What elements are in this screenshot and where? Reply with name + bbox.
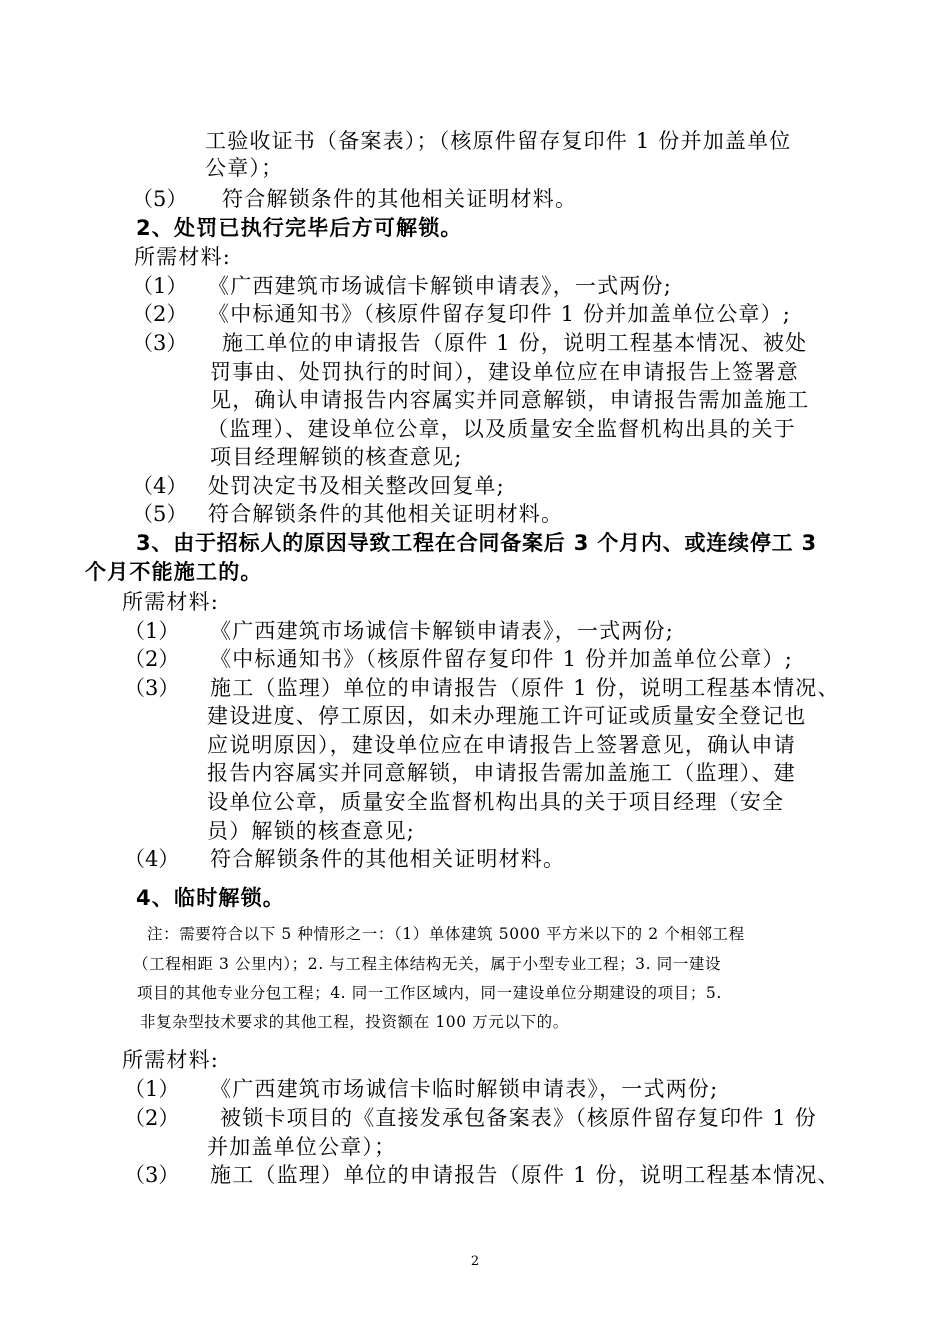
list-number: （1）	[124, 1077, 180, 1101]
section-heading: 4、临时解锁。	[136, 886, 286, 910]
note-text: 注：需要符合以下 5 种情形之一：（1）单体建筑 5000 平方米以下的 2 个相邻工程	[147, 925, 745, 943]
list-number: （1）	[132, 274, 188, 298]
note-text: 项目的其他专业分包工程；4. 同一工作区域内，同一建设单位分期建设的项目；5.	[137, 984, 722, 1002]
list-number: （5）	[132, 187, 188, 211]
list-item-text: 《中标通知书》（核原件留存复印件 1 份并加盖单位公章）;	[208, 302, 792, 326]
list-item-text: 处罚决定书及相关整改回复单;	[208, 474, 505, 498]
note-text: 非复杂型技术要求的其他工程，投资额在 100 万元以下的。	[140, 1013, 569, 1031]
materials-label: 所需材料:	[134, 245, 232, 269]
materials-label: 所需材料:	[122, 1048, 220, 1072]
list-number: （1）	[124, 619, 180, 643]
materials-label: 所需材料:	[122, 590, 220, 614]
section-heading: 3、由于招标人的原因导致工程在合同备案后 3 个月内、或连续停工 3	[136, 531, 817, 555]
list-number: （2）	[132, 302, 188, 326]
section-heading: 2、处罚已执行完毕后方可解锁。	[136, 216, 463, 240]
body-text-line: 公章）；	[205, 156, 284, 180]
note-text: （工程相距 3 公里内）；2. 与工程主体结构无关，属于小型专业工程；3. 同一建设	[133, 955, 722, 973]
list-item-text: 符合解锁条件的其他相关证明材料。	[210, 847, 566, 871]
list-item-text: 应说明原因），建设单位应在申请报告上签署意见，确认申请	[207, 733, 796, 757]
list-number: （3）	[124, 1163, 180, 1187]
list-item-text: 建设进度、停工原因，如未办理施工许可证或质量安全登记也	[207, 704, 807, 728]
list-item-text: 《广西建筑市场诚信卡解锁申请表》，一式两份;	[210, 619, 674, 643]
list-item-text: 罚事由、处罚执行的时间），建设单位应在申请报告上签署意	[210, 360, 799, 384]
section-heading: 个月不能施工的。	[85, 560, 263, 584]
list-number: （4）	[124, 847, 180, 871]
list-item-text: 《广西建筑市场诚信卡临时解锁申请表》，一式两份;	[210, 1077, 719, 1101]
list-item-text: 符合解锁条件的其他相关证明材料。	[208, 502, 564, 526]
list-number: （3）	[132, 331, 188, 355]
list-item-text: 报告内容属实并同意解锁，申请报告需加盖施工（监理）、建	[207, 761, 796, 785]
list-item-text: （监理）、建设单位公章，以及质量安全监督机构出具的关于	[207, 417, 796, 441]
list-item-text: 施工单位的申请报告（原件 1 份，说明工程基本情况、被处	[222, 331, 808, 355]
list-item-text: 符合解锁条件的其他相关证明材料。	[222, 187, 578, 211]
list-item-text: 员）解锁的核查意见;	[207, 819, 416, 843]
list-number: （5）	[132, 502, 188, 526]
page-number: 2	[470, 1254, 480, 1269]
list-number: （2）	[124, 647, 180, 671]
list-item-text: 《广西建筑市场诚信卡解锁申请表》，一式两份;	[208, 274, 672, 298]
list-number: （2）	[124, 1106, 180, 1130]
list-item-text: 见，确认申请报告内容属实并同意解锁，申请报告需加盖施工	[210, 388, 810, 412]
list-item-text: 施工（监理）单位的申请报告（原件 1 份，说明工程基本情况、	[210, 1163, 840, 1187]
body-text-line: 工验收证书（备案表）；（核原件留存复印件 1 份并加盖单位	[205, 129, 792, 153]
list-item-text: 项目经理解锁的核查意见;	[210, 445, 463, 469]
list-number: （3）	[124, 676, 180, 700]
list-item-text: 《中标通知书》（核原件留存复印件 1 份并加盖单位公章）;	[210, 647, 794, 671]
list-item-text: 设单位公章，质量安全监督机构出具的关于项目经理（安全	[207, 790, 785, 814]
list-item-text: 施工（监理）单位的申请报告（原件 1 份，说明工程基本情况、	[210, 676, 840, 700]
list-item-text: 并加盖单位公章）；	[207, 1135, 397, 1159]
list-number: （4）	[132, 474, 188, 498]
list-item-text: 被锁卡项目的《直接发承包备案表》（核原件留存复印件 1 份	[220, 1106, 818, 1130]
